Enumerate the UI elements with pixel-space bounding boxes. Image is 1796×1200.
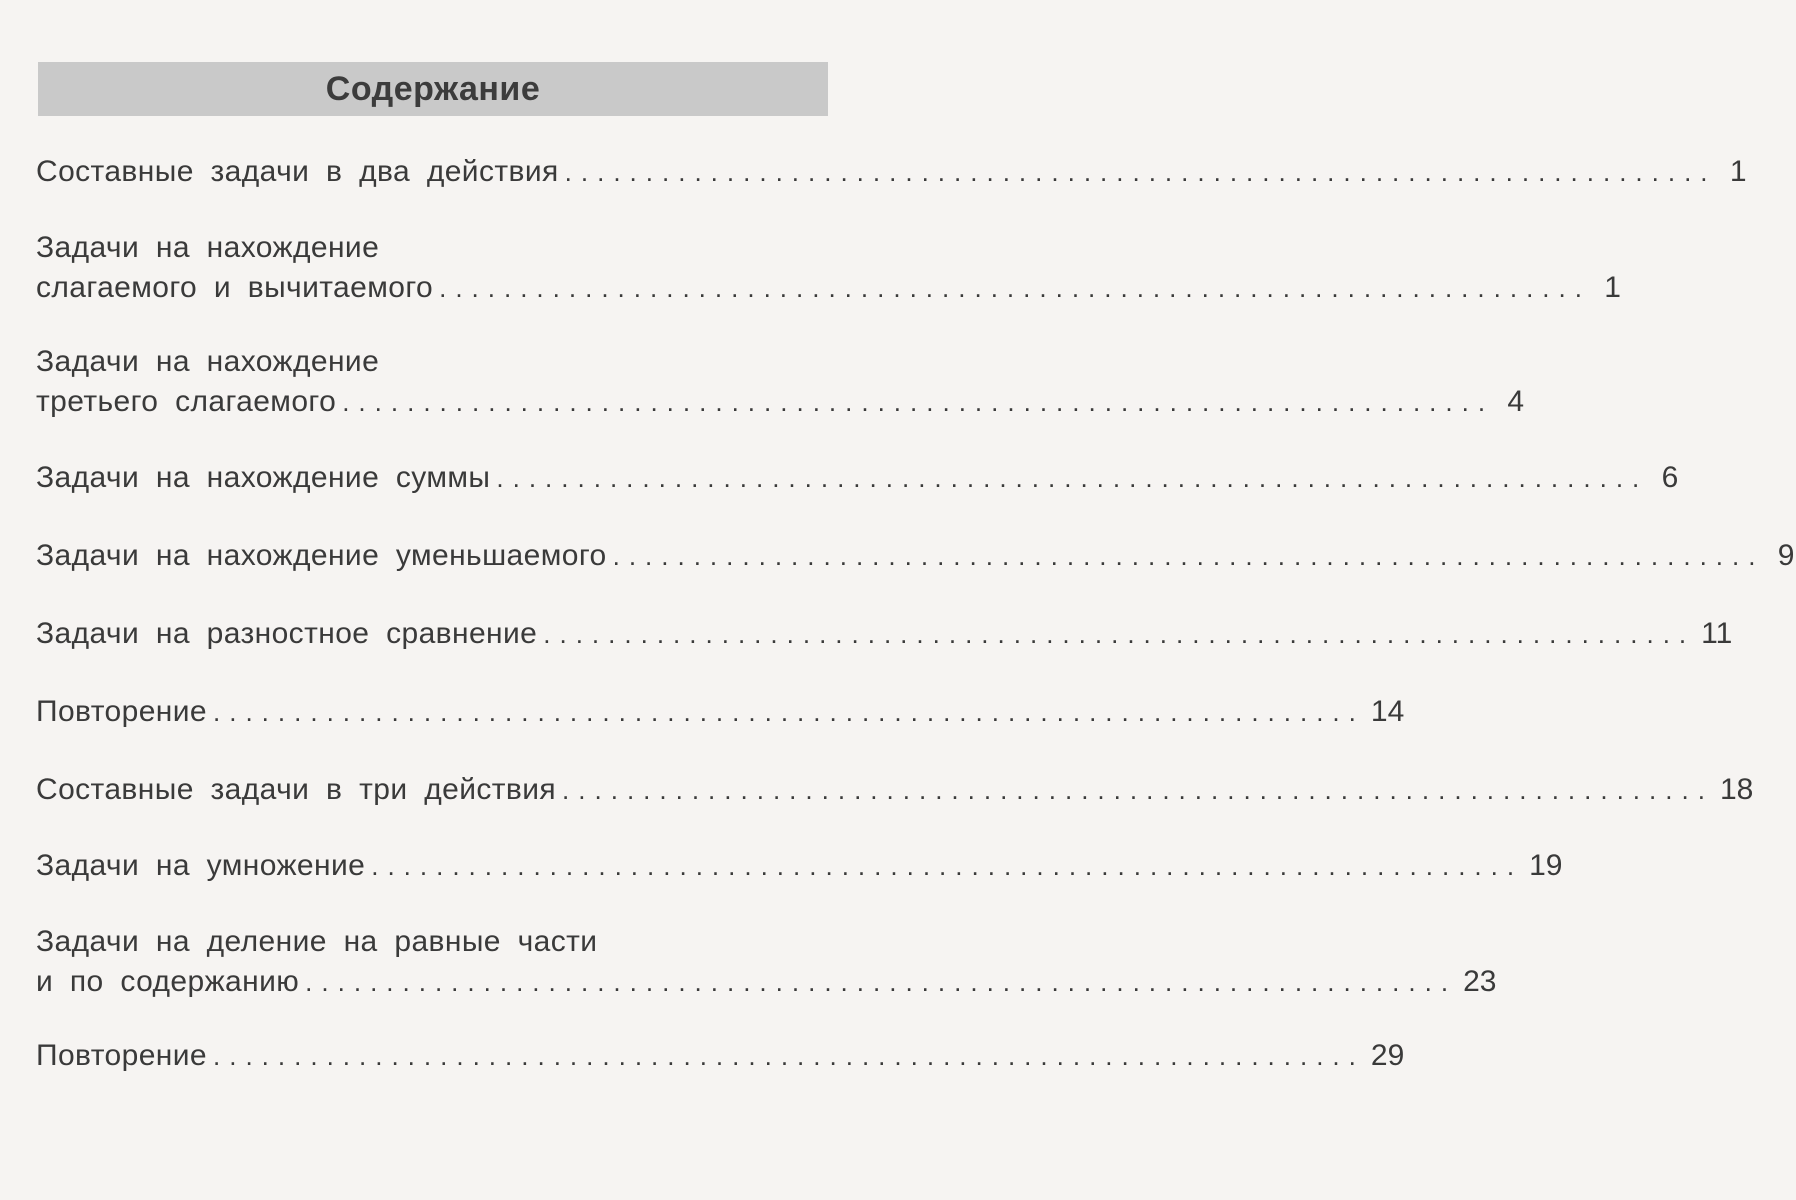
dot-leader: ....................................................................... bbox=[564, 157, 1717, 187]
toc-entry-page: 19 bbox=[1529, 849, 1563, 882]
dot-leader: ....................................................................... bbox=[612, 541, 1765, 571]
dot-leader: ....................................................................... bbox=[305, 967, 1458, 997]
dot-leader: ....................................................................... bbox=[371, 851, 1524, 881]
toc-entry[interactable] bbox=[36, 614, 1733, 654]
toc-entry[interactable] bbox=[36, 922, 1497, 1002]
toc-entry-page: 23 bbox=[1463, 965, 1497, 998]
toc-entry-title: Задачи на умножение bbox=[36, 849, 366, 882]
toc-entry-title-line: Задачи на нахождение bbox=[36, 231, 380, 264]
toc-entry-title-line: Задачи на нахождение bbox=[36, 345, 380, 378]
toc-entry[interactable] bbox=[36, 458, 1679, 498]
toc-entry-title: Повторение bbox=[36, 1039, 207, 1072]
toc-entry-page: 18 bbox=[1719, 773, 1754, 806]
toc-entry-title: Задачи на нахождение уменьшаемого bbox=[36, 539, 607, 572]
toc-entry-title: Задачи на нахождение суммы bbox=[36, 461, 491, 494]
toc-entry-page: 1 bbox=[1604, 271, 1621, 304]
toc-entry-page: 4 bbox=[1507, 385, 1525, 418]
toc-entry-title: Составные задачи в два действия bbox=[36, 155, 559, 188]
dot-leader: ....................................................................... bbox=[562, 775, 1714, 805]
toc-entry[interactable] bbox=[36, 770, 1754, 810]
toc-entry[interactable] bbox=[36, 152, 1747, 192]
toc-entry-title-line: Задачи на деление на равные части bbox=[36, 925, 598, 958]
toc-entry[interactable] bbox=[36, 1036, 1405, 1076]
toc-entry-page: 14 bbox=[1370, 695, 1405, 728]
dot-leader: ....................................................................... bbox=[496, 463, 1649, 493]
toc-entry-title: третьего слагаемого bbox=[36, 385, 337, 418]
dot-leader: ....................................................................... bbox=[342, 387, 1495, 417]
toc-entry[interactable] bbox=[36, 536, 1795, 576]
dot-leader: ....................................................................... bbox=[543, 619, 1696, 649]
toc-entry[interactable] bbox=[36, 228, 1621, 308]
toc-entry-title: слагаемого и вычитаемого bbox=[36, 271, 434, 304]
toc-entry-title: Повторение bbox=[36, 695, 207, 728]
toc-entry-page: 1 bbox=[1729, 155, 1747, 188]
dot-leader: ....................................................................... bbox=[439, 273, 1591, 303]
page-title: Содержание bbox=[325, 69, 541, 108]
toc-entry-title: Задачи на разностное сравнение bbox=[36, 617, 538, 650]
toc-entry-page: 11 bbox=[1701, 617, 1733, 650]
toc-entry-page: 9 bbox=[1777, 539, 1795, 572]
dot-leader: ....................................................................... bbox=[213, 1041, 1365, 1071]
toc-entry[interactable] bbox=[36, 342, 1525, 422]
toc-entry-title: Составные задачи в три действия bbox=[36, 773, 557, 806]
toc-entry[interactable] bbox=[36, 692, 1405, 732]
dot-leader: ....................................................................... bbox=[213, 697, 1365, 727]
toc-entry-page: 29 bbox=[1370, 1039, 1405, 1072]
toc-entry-page: 6 bbox=[1661, 461, 1679, 494]
toc-entry[interactable] bbox=[36, 846, 1563, 886]
header-bar bbox=[38, 62, 828, 116]
toc-entry-title: и по содержанию bbox=[36, 965, 300, 998]
